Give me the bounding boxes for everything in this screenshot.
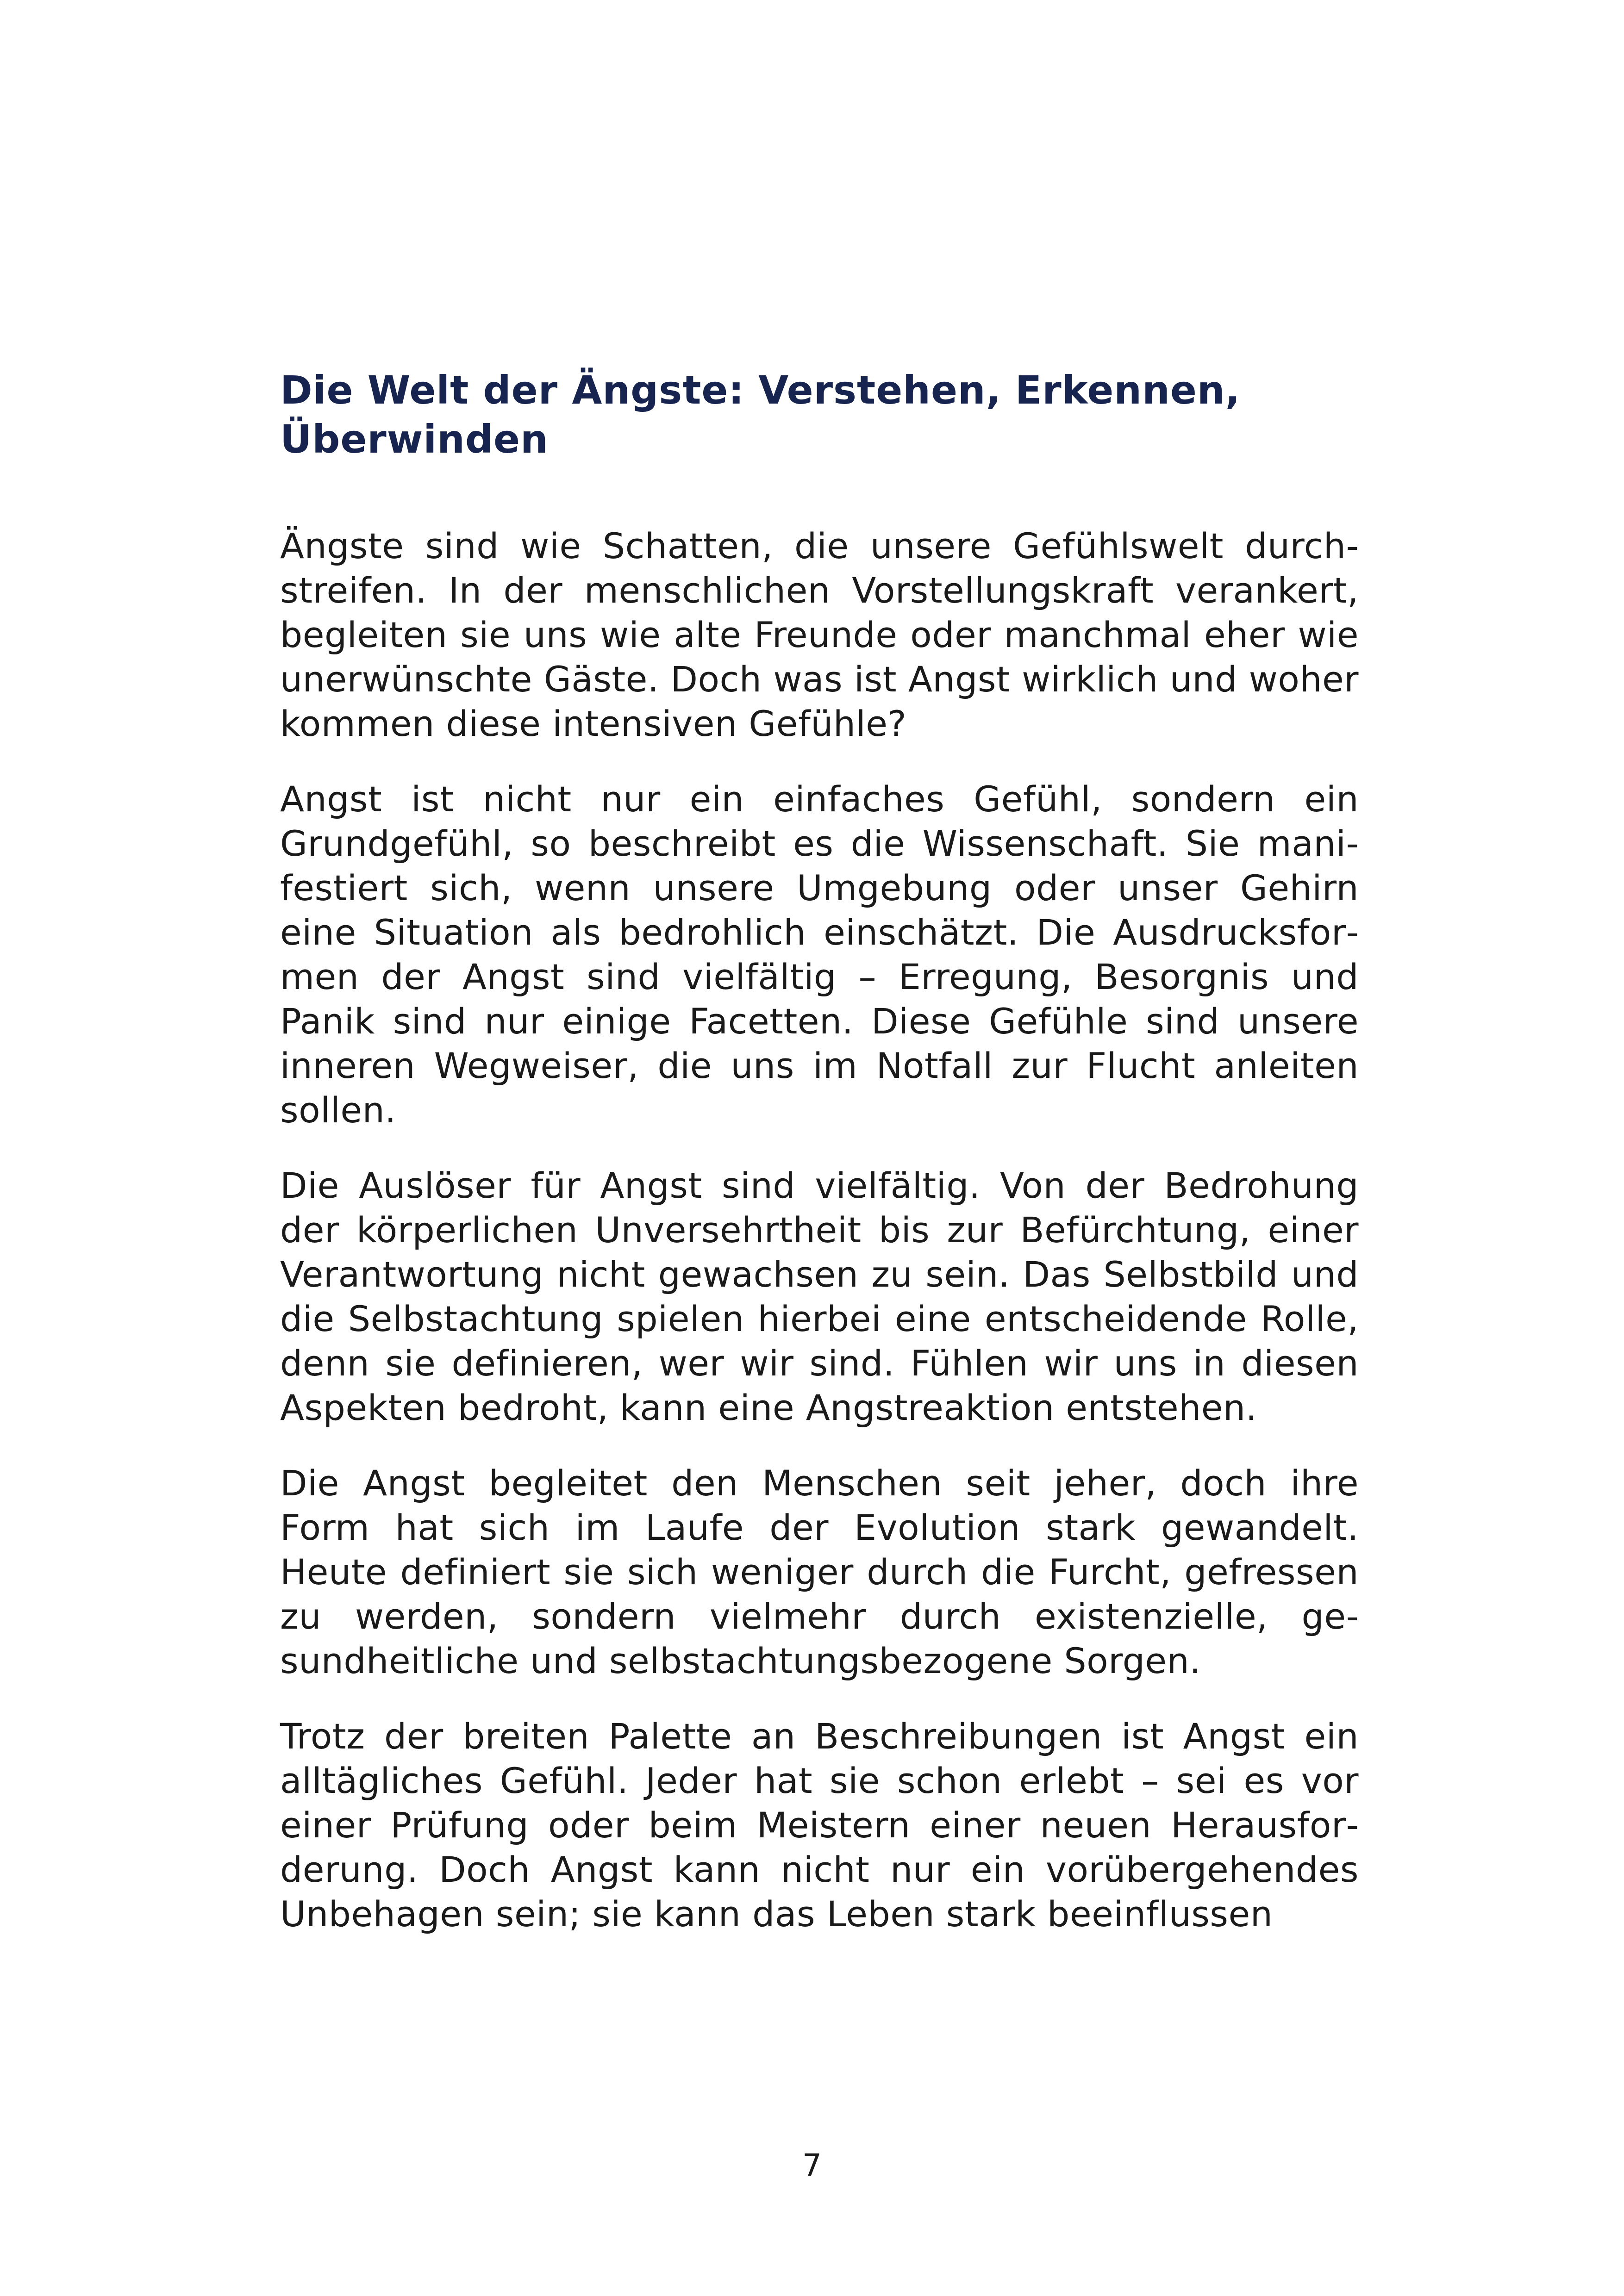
chapter-title-line-2: Überwinden (280, 417, 549, 462)
page-number: 7 (802, 2147, 822, 2183)
body-text (280, 524, 1359, 1936)
page-content (280, 366, 1359, 1967)
paragraph-3: Die Auslöser für Angst sind vielfältig. Von der Bedrohung der körperlichen Unversehrtheit bis zur Befürchtung, einer Verantwortung nicht gewachsen zu sein. Das Selbstbild und die Selbstachtung spielen hierbei eine entscheidende Rolle, denn sie definieren, wer wir sind. Fühlen wir uns in diesen Aspekten bedroht, kann eine Angstreaktion entstehen. (280, 1165, 1359, 1428)
chapter-title-line-1: Die Welt der Ängste: Verstehen, Erkennen, (280, 367, 1241, 413)
chapter-title (280, 366, 1359, 464)
paragraph-1: Ängste sind wie Schatten, die unsere Gefühlswelt durchstreifen. In der menschlichen Vorstellungskraft verankert, begleiten sie uns wie alte Freunde oder manchmal eher wie unerwünschte Gäste. Doch was ist Angst wirklich und woher kommen diese intensiven Gefühle? (280, 525, 1359, 744)
paragraph-4: Die Angst begleitet den Menschen seit jeher, doch ihre Form hat sich im Laufe der Evolution stark gewandelt. Heute definiert sie sich weniger durch die Furcht, gefressen zu werden, sondern vielmehr durch existenzielle, gesundheitliche und selbstachtungsbezogene Sorgen. (280, 1462, 1359, 1681)
paragraph-5: Trotz der breiten Palette an Beschreibungen ist Angst ein alltägliches Gefühl. Jeder hat sie schon erlebt – sei es vor einer Prüfung oder beim Meistern einer neuen Herausforderung. Doch Angst kann nicht nur ein vorübergehendes Unbehagen sein; sie kann das Leben stark beeinflussen (280, 1716, 1359, 1935)
paragraph-2: Angst ist nicht nur ein einfaches Gefühl, sondern ein Grundgefühl, so beschreibt es die Wissenschaft. Sie manifestiert sich, wenn unsere Umgebung oder unser Gehirn eine Situation als bedrohlich einschätzt. Die Ausdrucksformen der Angst sind vielfältig – Erregung, Besorgnis und Panik sind nur einige Facetten. Diese Gefühle sind unsere inneren Wegweiser, die uns im Notfall zur Flucht anleiten sollen. (280, 778, 1359, 1131)
